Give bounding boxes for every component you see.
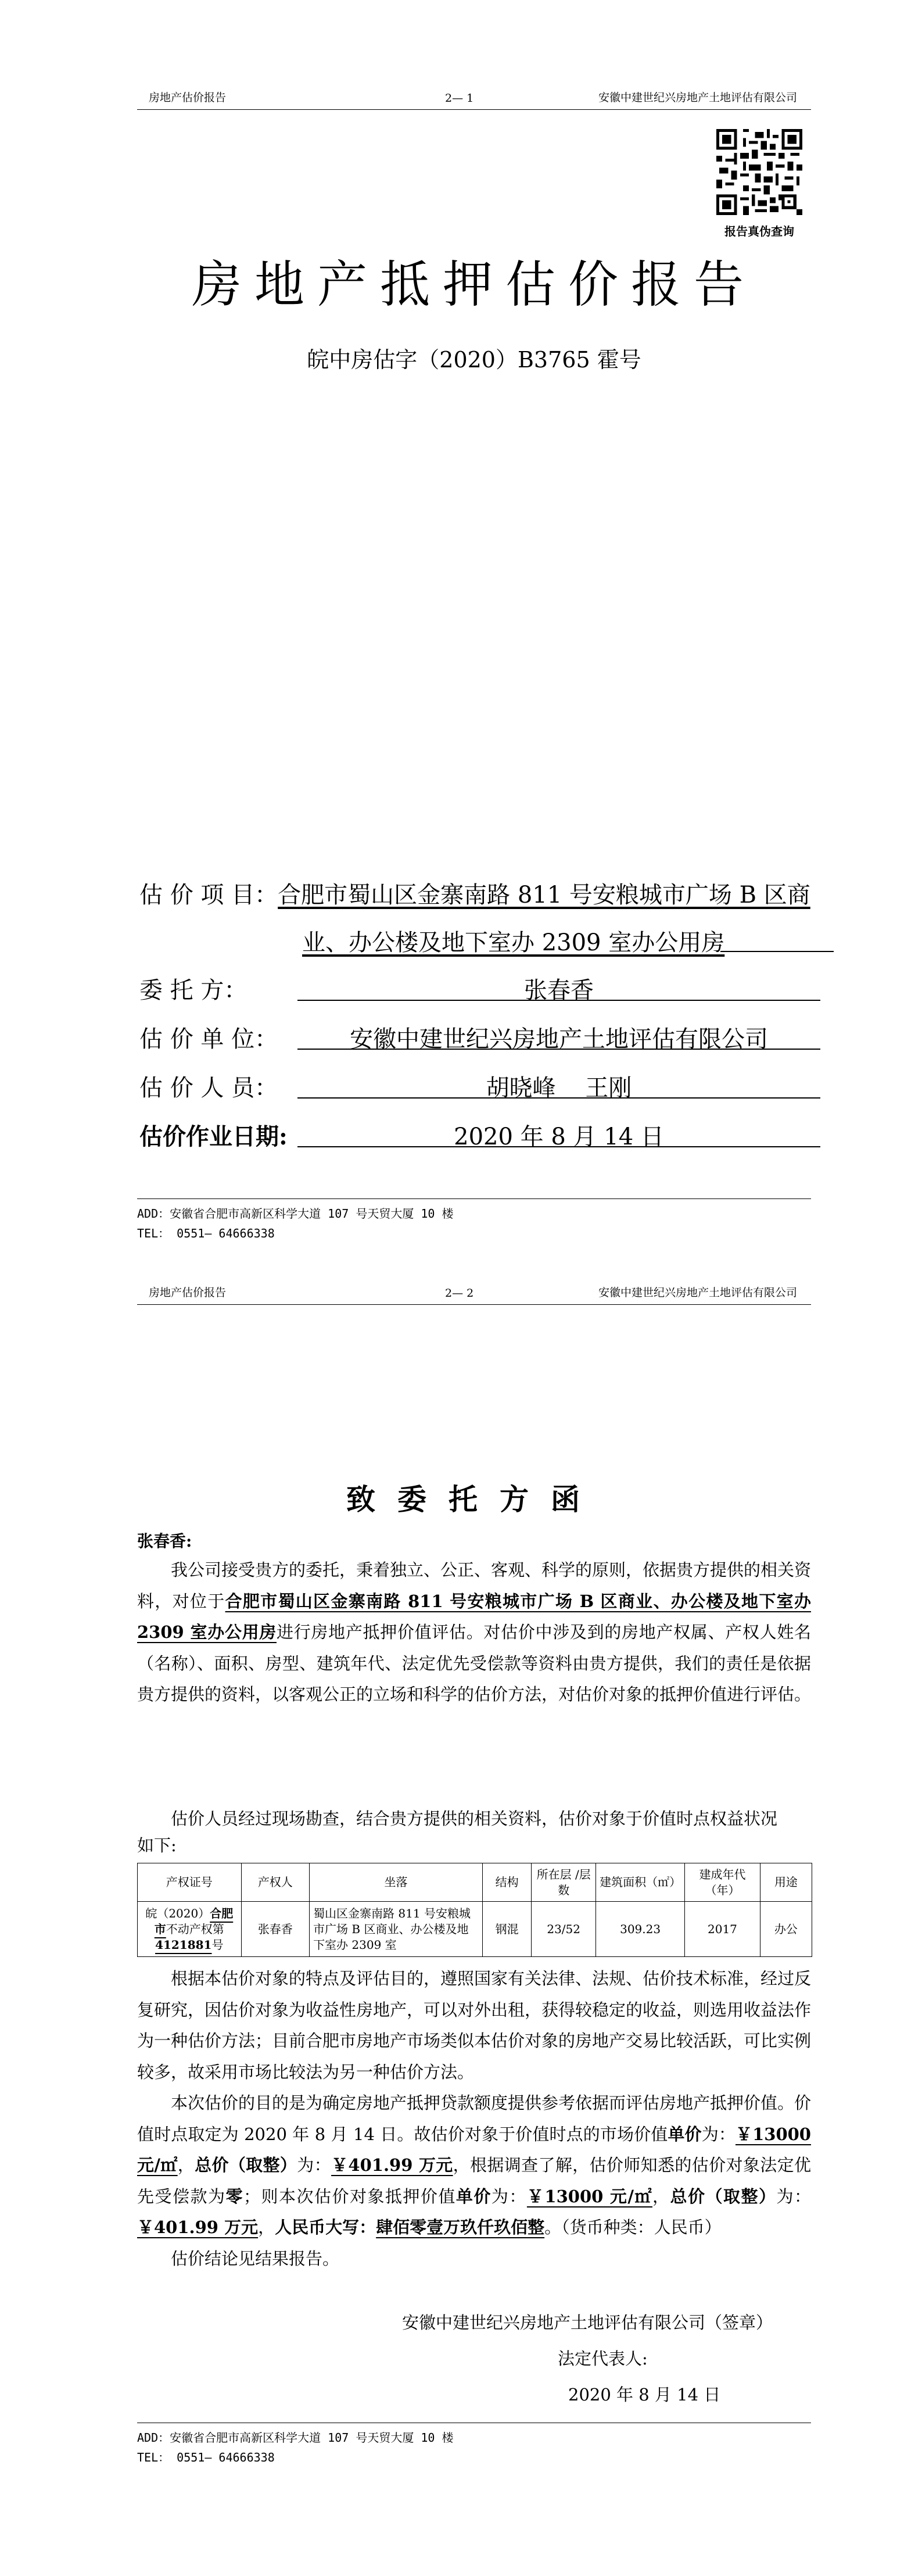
header-company: 安徽中建世纪兴房地产土地评估有限公司 — [598, 91, 797, 104]
sign-company: 安徽中建世纪兴房地产土地评估有限公司（签章） — [402, 2313, 773, 2332]
cover-page — [0, 0, 922, 1279]
rights-table — [137, 1863, 812, 1957]
client-row — [139, 972, 247, 1005]
org-value: 安徽中建世纪兴房地产土地评估有限公司 — [350, 1026, 768, 1053]
table-header-row — [138, 1863, 812, 1902]
p4-zero: 零 — [225, 2186, 243, 2206]
td-year: 2017 — [685, 1902, 760, 1957]
p4-c: ， — [177, 2155, 195, 2175]
p4-unit-price-2: ￥13000 元/㎡ — [526, 2186, 652, 2206]
p4-rmb-label: 人民币大写： — [275, 2217, 376, 2237]
org-row — [139, 1021, 278, 1054]
report-reference-number: 皖中房估字（2020）B3765 霍号 — [307, 347, 641, 373]
p4-total-2: ￥401.99 万元 — [137, 2217, 259, 2237]
letter-title: 致委托方函 — [346, 1482, 602, 1516]
page-header — [137, 1279, 811, 1305]
appraisers-value-row — [297, 1069, 820, 1103]
th-floor: 所在层 /层数 — [532, 1863, 595, 1902]
th-owner: 产权人 — [241, 1863, 310, 1902]
letter-paragraph-4 — [137, 2088, 811, 2244]
letter-paragraph-5 — [137, 2244, 811, 2275]
p4-f: ；则本次估价对象抵押价值 — [243, 2186, 456, 2206]
p4-b: 为： — [701, 2124, 736, 2144]
p4-total-label: 总价（取整） — [195, 2155, 297, 2175]
p4-j: ， — [258, 2217, 275, 2237]
appraisers-row — [139, 1069, 278, 1103]
cert-part-d: 4121881 — [155, 1937, 212, 1952]
p4-k: 。（货币种类：人民币） — [544, 2217, 722, 2237]
p4-a: 本次估价的目的是为确定房地产抵押贷款额度提供参考依据而评估房地产抵押价值。价值时点取定为 2020 年 8 月 14 日。故估价对象于价值时点的市场价值 — [137, 2093, 812, 2144]
th-year: 建成年代（年） — [685, 1863, 760, 1902]
p2-text: 估价人员经过现场勘查，结合贵方提供的相关资料，估价对象于价值时点权益状况 — [171, 1809, 778, 1829]
org-label: 估 价 单 位： — [139, 1026, 278, 1053]
td-owner: 张春香 — [241, 1902, 310, 1957]
p1-property-address: 合肥市蜀山区金寨南路 811 号安粮城市广场 B 区商业、办公楼及地下室办 2309 室办公用房 — [137, 1591, 811, 1642]
report-title: 房地产抵押估价报告 — [192, 256, 756, 314]
td-structure: 钢混 — [482, 1902, 532, 1957]
cert-part-a: 皖（2020） — [145, 1906, 210, 1920]
sign-representative: 法定代表人: — [558, 2349, 648, 2369]
appraisers-label: 估 价 人 员： — [139, 1075, 278, 1101]
date-label: 估价作业日期: — [139, 1123, 288, 1150]
cert-part-b: 合肥市 — [154, 1906, 234, 1936]
header-title: 房地产估价报告 — [149, 1286, 227, 1299]
letter-page — [0, 1279, 922, 2576]
p4-h: ， — [652, 2186, 670, 2206]
th-location: 坐落 — [310, 1863, 483, 1902]
footer-tel: TEL： 0551— 64666338 — [137, 1226, 275, 1240]
client-value: 张春香 — [524, 977, 594, 1004]
date-row — [139, 1118, 288, 1151]
date-value-row — [297, 1118, 820, 1151]
p1-text-c: 进行房地产抵押价值评估。对估价中涉及到的房地产权属、产权人姓名（名称）、面积、房型、建筑年代、法定优先受偿款等资料由贵方提供，我们的责任是依据贵方提供的资料，以客观公正的立场和科学的估价方法，对估价对象的抵押价值进行评估。 — [137, 1622, 812, 1704]
client-label: 委 托 方： — [139, 977, 247, 1004]
td-cert — [138, 1902, 242, 1957]
qr-caption: 报告真伪查询 — [724, 224, 794, 238]
page-header — [137, 84, 811, 110]
th-use: 用途 — [760, 1863, 812, 1902]
th-area: 建筑面积（㎡） — [595, 1863, 684, 1902]
header-company: 安徽中建世纪兴房地产土地评估有限公司 — [598, 1286, 797, 1299]
td-location: 蜀山区金寨南路 811 号安粮城市广场 B 区商业、办公楼及地下室办 2309 室 — [310, 1902, 483, 1957]
project-fill-line — [720, 951, 834, 952]
project-row — [139, 876, 810, 910]
p4-total: ￥401.99 万元 — [331, 2155, 453, 2175]
page-footer — [137, 1198, 811, 1243]
p4-rmb: 肆佰零壹万玖仟玖佰整 — [376, 2217, 545, 2237]
header-page-number: 2— 1 — [445, 92, 474, 105]
p1-text-a: 我公司接受贵方的委托，秉着独立、公正、客观、科学的原则，依据贵方提供的相关资料，对位于 — [137, 1560, 812, 1611]
p3-text: 根据本估价对象的特点及评估目的，遵照国家有关法律、法规、估价技术标准，经过反复研究，因估价对象为收益性房地产，可以对外出租，获得较稳定的收益，则选用收益法作为一种估价方法；目前合肥市房地产市场类似本估价对象的房地产交易比较活跃，可比实例较多，故采用市场比较法为另一种估价方法。 — [137, 1969, 812, 2082]
td-floor: 23/52 — [532, 1902, 595, 1957]
cert-part-e: 号 — [211, 1937, 224, 1952]
td-area: 309.23 — [595, 1902, 684, 1957]
p4-d: 为： — [297, 2155, 332, 2175]
cert-part-c: 不动产权第 — [166, 1922, 224, 1936]
header-page-number: 2— 2 — [445, 1287, 474, 1300]
header-title: 房地产估价报告 — [149, 91, 227, 104]
letter-paragraph-3 — [137, 1963, 811, 2088]
td-use: 办公 — [760, 1902, 812, 1957]
letter-salutation: 张春香: — [137, 1532, 192, 1551]
th-cert: 产权证号 — [138, 1863, 242, 1902]
project-row-2 — [302, 924, 724, 957]
project-value-line2: 业、办公楼及地下室办 2309 室办公用房 — [302, 929, 725, 956]
p4-e: ，根据调查了解，估价师知悉的估价对象法定优先受偿款为 — [137, 2155, 811, 2206]
date-value: 2020 年 8 月 14 日 — [454, 1124, 664, 1150]
th-structure: 结构 — [482, 1863, 532, 1902]
p4-unit-label: 单价 — [668, 2124, 702, 2144]
p5-text: 估价结论见结果报告。 — [171, 2249, 340, 2269]
project-label: 估 价 项 目： — [139, 882, 278, 908]
p4-total-label-2: 总价（取整） — [670, 2186, 777, 2206]
p4-g: 为： — [491, 2186, 527, 2206]
letter-paragraph-1 — [137, 1555, 811, 1711]
table-row — [138, 1902, 812, 1957]
p2-tail: 如下: — [137, 1836, 177, 1855]
page-footer — [137, 2423, 811, 2467]
p4-unit-label-2: 单价 — [455, 2186, 492, 2206]
p4-i: 为： — [776, 2186, 811, 2206]
qr-code-icon[interactable] — [716, 129, 802, 215]
client-value-row — [297, 972, 820, 1005]
footer-tel: TEL： 0551— 64666338 — [137, 2450, 275, 2464]
p4-unit-price: ￥13000 元/㎡ — [137, 2124, 811, 2175]
sign-date: 2020 年 8 月 14 日 — [568, 2385, 721, 2405]
project-value-line1: 合肥市蜀山区金寨南路 811 号安粮城市广场 B 区商 — [278, 882, 810, 908]
org-value-row — [297, 1021, 820, 1054]
footer-address: ADD：安徽省合肥市高新区科学大道 107 号天贸大厦 10 楼 — [137, 1207, 454, 1221]
footer-address: ADD：安徽省合肥市高新区科学大道 107 号天贸大厦 10 楼 — [137, 2431, 454, 2445]
letter-paragraph-2 — [137, 1804, 811, 1835]
appraisers-value: 胡晓峰 王刚 — [486, 1075, 632, 1101]
